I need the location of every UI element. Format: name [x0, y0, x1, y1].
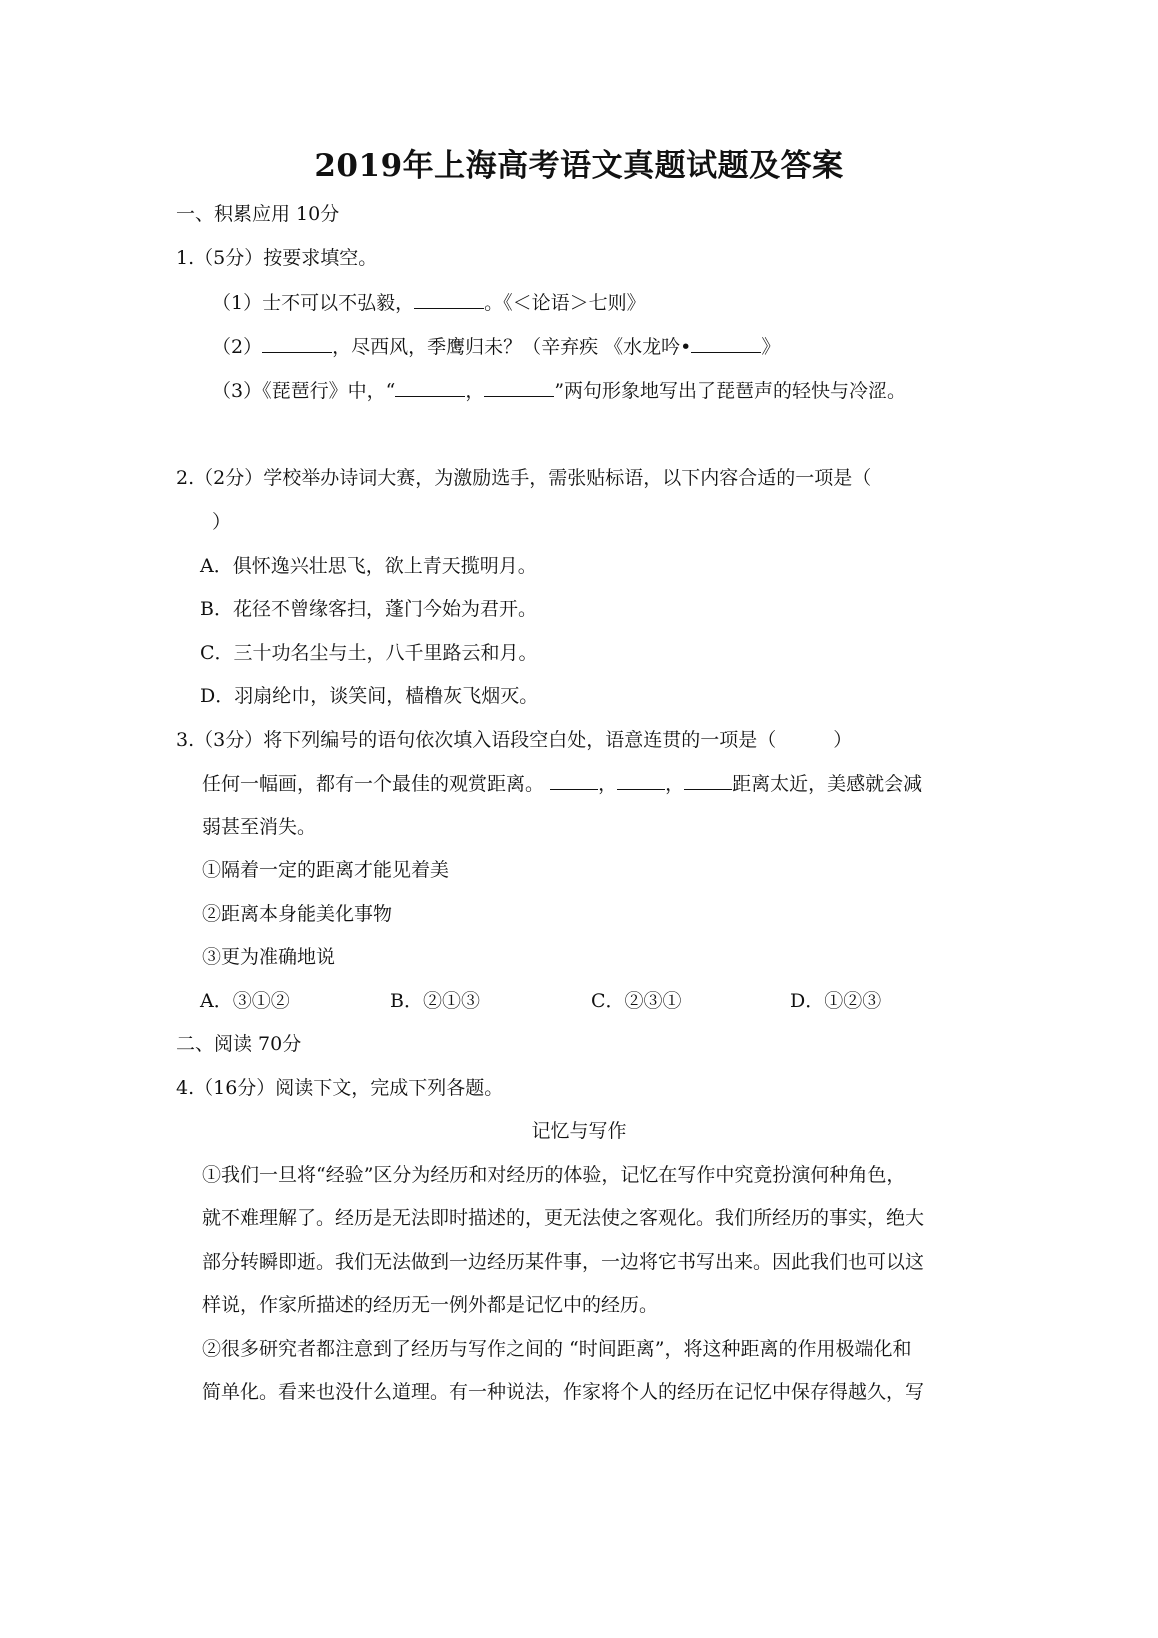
fill-blank[interactable] [484, 376, 554, 397]
question-2-stem: 2.（2分）学校举办诗词大赛，为激励选手，需张贴标语，以下内容合适的一项是（ [176, 467, 872, 489]
q1-part2-text-c: 》 [761, 336, 781, 358]
question-3-choice-d[interactable]: D．①②③ [790, 990, 882, 1012]
question-2-option-b[interactable]: B．花径不曾缘客扫，蓬门今始为君开。 [200, 598, 537, 620]
article-line: 部分转瞬即逝。我们无法做到一边经历某件事，一边将它书写出来。因此我们也可以这 [202, 1251, 925, 1273]
fill-blank[interactable] [414, 288, 484, 309]
question-3-passage-line-2: 弱甚至消失。 [202, 816, 317, 838]
article-line: 样说，作家所描述的经历无一例外都是记忆中的经历。 [202, 1294, 659, 1316]
page-title: 2019年上海高考语文真题试题及答案 [314, 148, 844, 184]
question-1-part-2 [212, 332, 780, 361]
question-2-option-c[interactable]: C．三十功名尘与土，八千里路云和月。 [200, 642, 538, 664]
question-2-stem-end: ） [212, 511, 232, 533]
q3-passage-text-b: 距离太近，美感就会减 [732, 773, 923, 795]
question-3-item-2: ②距离本身能美化事物 [202, 903, 393, 925]
article-line: 就不难理解了。经历是无法即时描述的，更无法使之客观化。我们所经历的事实，绝大 [202, 1207, 925, 1229]
section-heading-1: 一、积累应用 10分 [176, 203, 340, 225]
q1-part2-text-b: ，尽西风，季鹰归未？（辛弃疾 《水龙吟• [332, 336, 692, 358]
fill-blank[interactable] [684, 769, 732, 790]
q1-part3-text-a: （3）《琵琶行》中，“ [212, 380, 396, 402]
q1-part2-text-a: （2） [212, 336, 263, 358]
article-line: ①我们一旦将“经验”区分为经历和对经历的体验，记忆在写作中究竟扮演何种角色， [202, 1164, 906, 1186]
question-2-option-a[interactable]: A．俱怀逸兴壮思飞，欲上青天揽明月。 [200, 555, 537, 577]
article-line: 简单化。看来也没什么道理。有一种说法，作家将个人的经历在记忆中保存得越久，写 [202, 1381, 925, 1403]
question-3-stem: 3.（3分）将下列编号的语句依次填入语段空白处，语意连贯的一项是（ ） [176, 729, 853, 751]
question-1-part-1 [212, 288, 646, 317]
question-3-choice-a[interactable]: A．③①② [200, 990, 290, 1012]
question-3-passage-line-1 [202, 769, 922, 798]
question-3-choice-c[interactable]: C．②③① [591, 990, 682, 1012]
question-3-choices [0, 987, 1158, 1015]
fill-blank[interactable] [617, 769, 665, 790]
question-2-option-d[interactable]: D．羽扇纶巾，谈笑间，樯橹灰飞烟灭。 [200, 685, 539, 707]
q1-part1-text-b: 。《＜论语＞七则》 [484, 292, 646, 314]
fill-blank[interactable] [395, 376, 465, 397]
fill-blank[interactable] [262, 332, 332, 353]
question-4-stem: 4.（16分）阅读下文，完成下列各题。 [176, 1077, 504, 1099]
article-title: 记忆与写作 [531, 1120, 627, 1142]
article-line: ②很多研究者都注意到了经历与写作之间的 “时间距离”，将这种距离的作用极端化和 [202, 1338, 912, 1360]
question-1-part-3 [212, 376, 906, 405]
q1-part3-text-b: ， [465, 380, 485, 402]
q3-passage-text-a: 任何一幅画，都有一个最佳的观赏距离。 [202, 773, 545, 795]
question-3-item-3: ③更为准确地说 [202, 946, 336, 968]
question-3-choice-b[interactable]: B．②①③ [390, 990, 480, 1012]
fill-blank[interactable] [691, 332, 761, 353]
q3-separator: ， [598, 773, 618, 795]
question-3-item-1: ①隔着一定的距离才能见着美 [202, 859, 450, 881]
section-heading-2: 二、阅读 70分 [176, 1033, 302, 1055]
q1-part3-text-c: ”两句形象地写出了琵琶声的轻快与冷涩。 [554, 380, 907, 402]
q3-separator: ， [665, 773, 685, 795]
fill-blank[interactable] [550, 769, 598, 790]
q1-part1-text-a: （1）士不可以不弘毅， [212, 292, 415, 314]
question-1-stem: 1.（5分）按要求填空。 [176, 247, 378, 269]
